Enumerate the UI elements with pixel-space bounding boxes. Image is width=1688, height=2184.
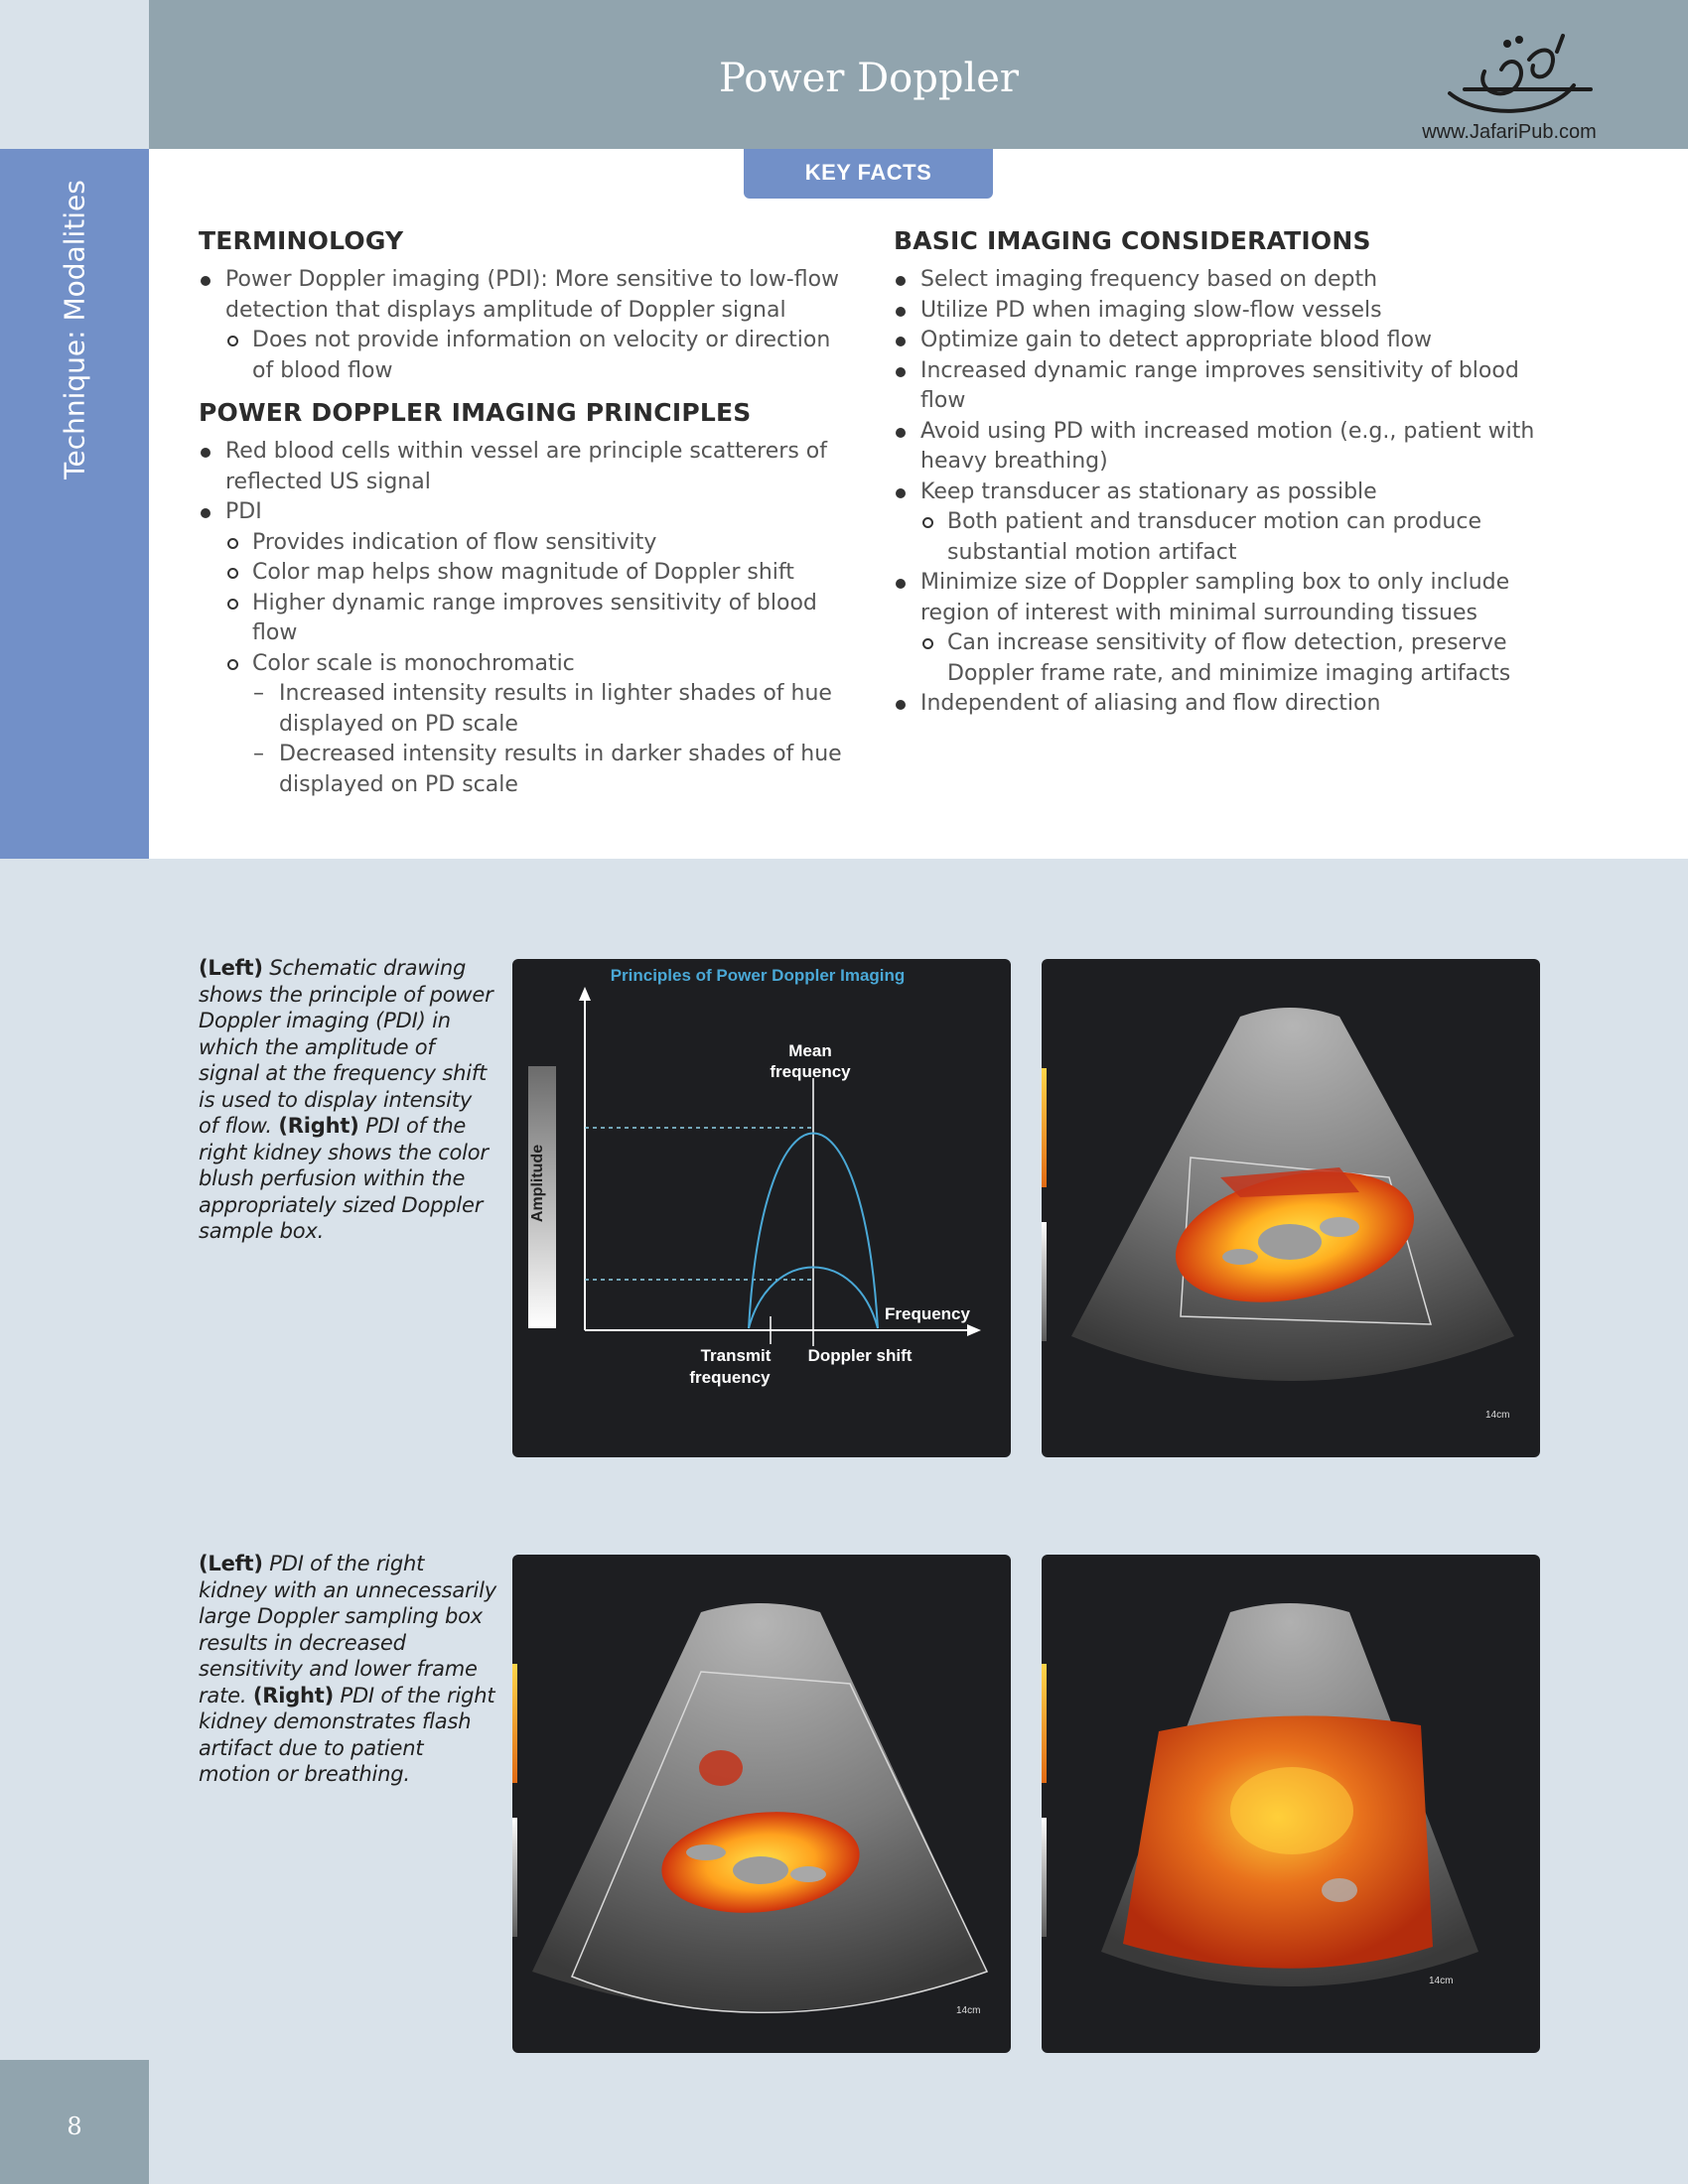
list-item: Power Doppler imaging (PDI): More sensitive to low-flow detection that displays amplitude of Doppler signal Does not provide information on velocity or direction of blood flow <box>199 265 854 386</box>
considerations-heading: BASIC IMAGING CONSIDERATIONS <box>894 226 1371 255</box>
list-item: Independent of aliasing and flow direction <box>894 689 1549 720</box>
color-scale-bar <box>512 1664 517 1783</box>
figure-caption-1: (Left) Schematic drawing shows the principle of power Doppler imaging (PDI) in which the amplitude of signal at the frequency shift is used to display intensity of flow. (Right) PDI of the right kidney shows the color blush perfusion within the appropriately sized Doppler sample box. <box>199 956 493 1243</box>
depth-label: 14cm <box>956 2005 981 2016</box>
list-item: Color map helps show magnitude of Doppler shift <box>225 558 854 589</box>
mean-label-1: Mean <box>788 1041 832 1060</box>
kidney-pdi-image-2 <box>512 1555 1011 2053</box>
key-facts-tab: KEY FACTS <box>744 149 993 199</box>
figure-caption-2: (Left) PDI of the right kidney with an unnecessarily large Doppler sampling box results in decreased sensitivity and lower frame rate. (Right) PDI of the right kidney demonstrates flash artifact due to patient motion or breathing. <box>199 1552 496 1786</box>
list-item: Both patient and transducer motion can produce substantial motion artifact <box>920 507 1549 568</box>
transmit-label-2: frequency <box>689 1368 771 1387</box>
right-column <box>894 226 1549 720</box>
list-item: Can increase sensitivity of flow detection, preserve Doppler frame rate, and minimize imaging artifacts <box>920 628 1549 689</box>
gray-scale-bar <box>1042 1818 1047 1937</box>
list-item: Color scale is monochromatic – Increased intensity results in lighter shades of hue displayed on PD scale – Decreased intensity results in darker shades of hue displayed on PD scale <box>225 649 854 801</box>
list-item: Increased dynamic range improves sensitivity of blood flow <box>894 356 1549 417</box>
transmit-label-1: Transmit <box>700 1346 772 1365</box>
list-item: PDI Provides indication of flow sensitivity Color map helps show magnitude of Doppler shift Higher dynamic range improves sensitivity of blood flow Color scale is monochromatic – Increased intensity results in lighter shades of hue displayed on PD scale – Decreased intensity results in darker shades of hue displayed on PD scale <box>199 497 854 800</box>
page-number: 8 <box>67 2113 82 2140</box>
list-item: Provides indication of flow sensitivity <box>225 528 854 559</box>
mean-label-2: frequency <box>770 1062 851 1081</box>
list-item: Red blood cells within vessel are principle scatterers of reflected US signal <box>199 437 854 497</box>
depth-label: 14cm <box>1429 1976 1454 1986</box>
color-scale-bar <box>1042 1068 1047 1187</box>
depth-label: 14cm <box>1485 1410 1510 1421</box>
power-doppler-diagram <box>512 959 1011 1457</box>
kidney-flash-artifact-image <box>1042 1555 1540 2053</box>
list-item: Keep transducer as stationary as possible Both patient and transducer motion can produce substantial motion artifact <box>894 478 1549 569</box>
page-title: Power Doppler <box>718 56 1020 101</box>
list-item: Higher dynamic range improves sensitivity of blood flow <box>225 589 854 649</box>
terminology-heading: TERMINOLOGY <box>199 226 404 255</box>
y-axis-label: Amplitude <box>529 1144 546 1223</box>
list-item: Utilize PD when imaging slow-flow vessels <box>894 296 1549 327</box>
diagram-title: Principles of Power Doppler Imaging <box>610 966 906 985</box>
gray-scale-bar <box>1042 1222 1047 1341</box>
x-axis-label: Frequency <box>885 1304 970 1323</box>
gray-scale-bar <box>512 1818 517 1937</box>
list-item: Optimize gain to detect appropriate blood flow <box>894 326 1549 356</box>
list-item: – Increased intensity results in lighter shades of hue displayed on PD scale <box>252 679 854 740</box>
color-scale-bar <box>1042 1664 1047 1783</box>
kidney-pdi-image-1 <box>1042 959 1540 1457</box>
considerations-list <box>894 265 1549 720</box>
terminology-list <box>199 265 854 386</box>
list-item: Minimize size of Doppler sampling box to only include region of interest with minimal surrounding tissues Can increase sensitivity of flow detection, preserve Doppler frame rate, and minimize imaging artifacts <box>894 568 1549 689</box>
corner-block <box>0 0 149 149</box>
principles-list <box>199 437 854 800</box>
principles-heading: POWER DOPPLER IMAGING PRINCIPLES <box>199 398 752 427</box>
list-item: Select imaging frequency based on depth <box>894 265 1549 296</box>
chapter-label: Technique: Modalities <box>58 180 91 479</box>
list-item: – Decreased intensity results in darker shades of hue displayed on PD scale <box>252 740 854 800</box>
left-column <box>199 226 854 800</box>
list-item: Does not provide information on velocity or direction of blood flow <box>225 326 854 386</box>
publisher-url: www.JafariPub.com <box>1422 121 1597 143</box>
list-item: Avoid using PD with increased motion (e.g., patient with heavy breathing) <box>894 417 1549 478</box>
doppler-shift-label: Doppler shift <box>807 1346 913 1365</box>
